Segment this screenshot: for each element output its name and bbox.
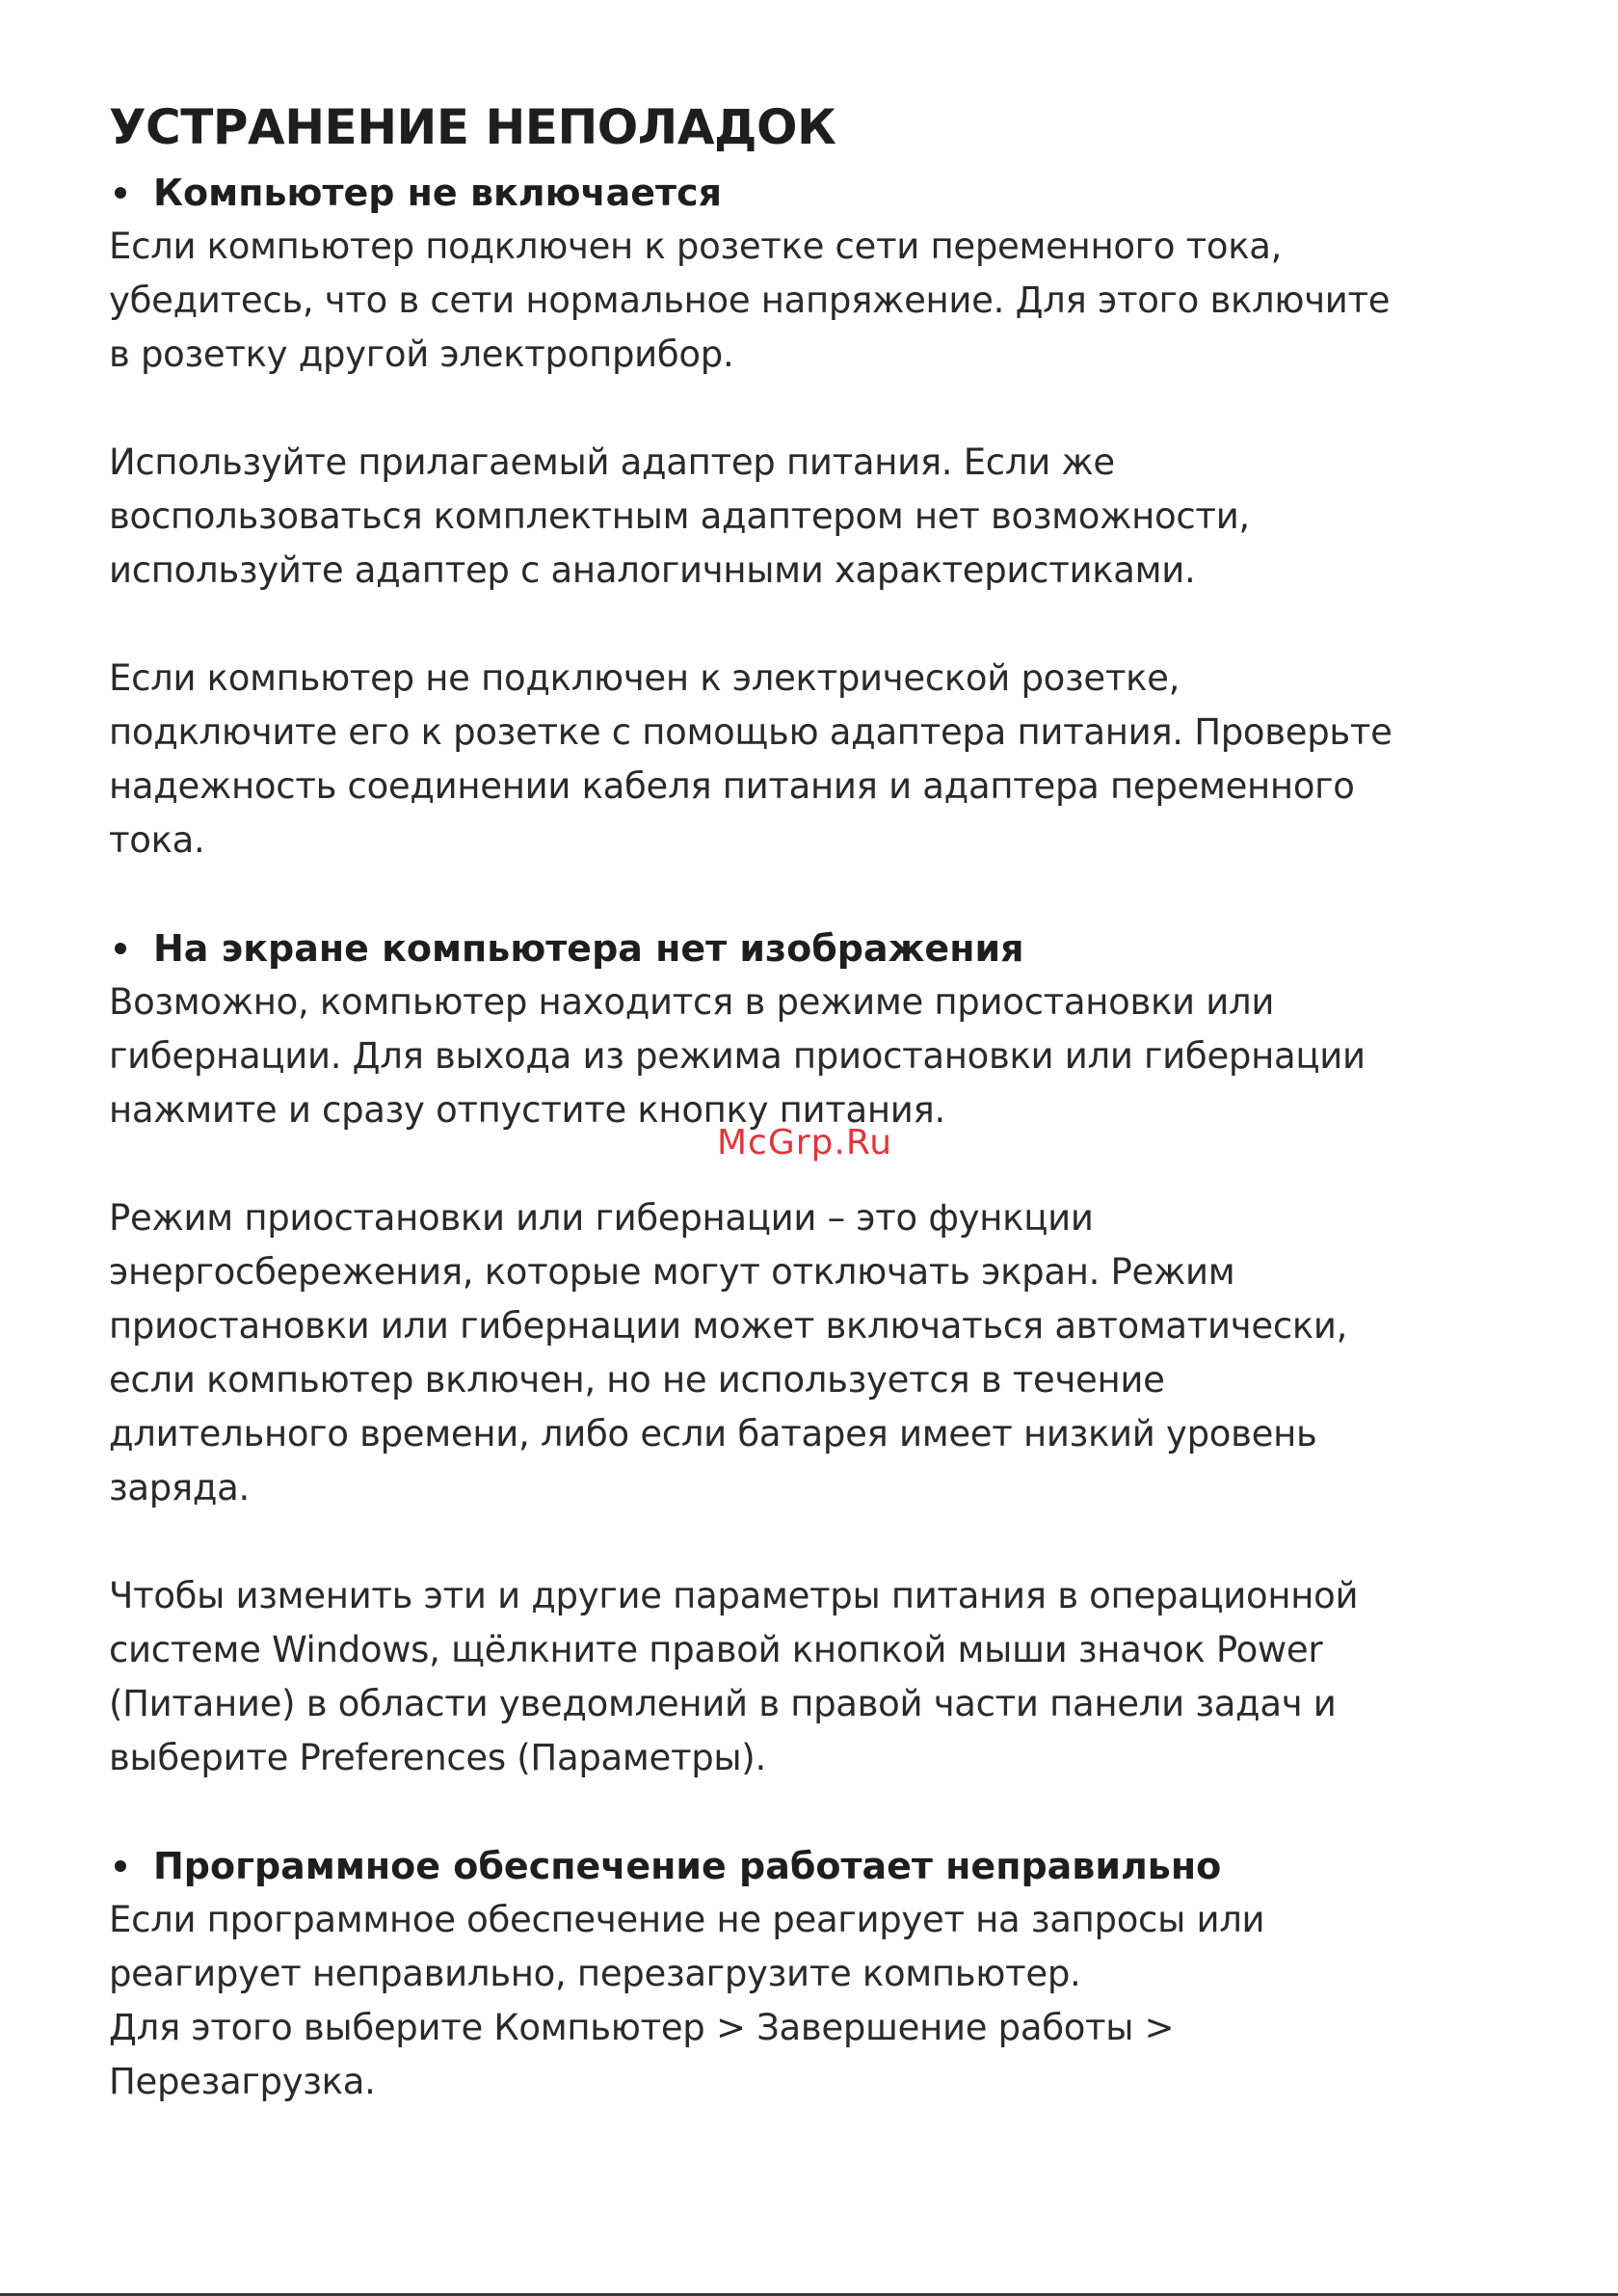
- section-software-malfunction: [109, 1839, 1535, 2109]
- paragraph: [109, 652, 1535, 868]
- text-line: Перезагрузка.: [109, 2061, 376, 2102]
- section-heading: [109, 1839, 1535, 1893]
- text-line: убедитесь, что в сети нормальное напряжение. Для этого включите: [109, 280, 1391, 321]
- paragraph: [109, 1569, 1535, 1785]
- watermark: McGrp.Ru: [717, 1123, 893, 1162]
- paragraph: [109, 1893, 1535, 2109]
- paragraph: [109, 1191, 1535, 1515]
- section-heading: [109, 921, 1535, 975]
- text-line: системе Windows, щёлкните правой кнопкой мыши значок Power: [109, 1629, 1323, 1670]
- text-line: если компьютер включен, но не используется в течение: [109, 1359, 1165, 1401]
- text-line: длительного времени, либо если батарея имеет низкий уровень: [109, 1413, 1317, 1455]
- bullet-icon: [115, 1860, 126, 1872]
- text-line: приостановки или гибернации может включаться автоматически,: [109, 1305, 1348, 1347]
- text-line: Если компьютер не подключен к электрической розетке,: [109, 657, 1180, 699]
- section-heading-text: Компьютер не включается: [153, 172, 723, 214]
- text-line: Для этого выберите Компьютер > Завершение работы >: [109, 2007, 1175, 2048]
- text-line: (Питание) в области уведомлений в правой части панели задач и: [109, 1683, 1337, 1724]
- bullet-icon: [115, 187, 126, 199]
- document-page: [109, 96, 1535, 2109]
- text-line: тока.: [109, 819, 205, 861]
- section-heading-text: На экране компьютера нет изображения: [153, 927, 1024, 970]
- text-line: Режим приостановки или гибернации – это функции: [109, 1197, 1094, 1239]
- text-line: подключите его к розетке с помощью адаптера питания. Проверьте: [109, 711, 1393, 753]
- text-line: выберите Preferences (Параметры).: [109, 1737, 766, 1778]
- text-line: в розетку другой электроприбор.: [109, 334, 734, 375]
- paragraph: [109, 975, 1535, 1137]
- text-line: надежность соединении кабеля питания и адаптера переменного: [109, 765, 1355, 807]
- text-line: Если программное обеспечение не реагирует на запросы или: [109, 1899, 1265, 1940]
- text-line: используйте адаптер с аналогичными характеристиками.: [109, 549, 1196, 591]
- text-line: воспользоваться комплектным адаптером нет возможности,: [109, 495, 1250, 537]
- page-title: УСТРАНЕНИЕ НЕПОЛАДОК: [109, 99, 836, 155]
- bullet-icon: [115, 943, 126, 954]
- section-heading: [109, 166, 1535, 220]
- text-line: заряда.: [109, 1467, 251, 1508]
- text-line: Если компьютер подключен к розетке сети переменного тока,: [109, 226, 1283, 267]
- text-line: реагирует неправильно, перезагрузите компьютер.: [109, 1953, 1081, 1994]
- text-line: Используйте прилагаемый адаптер питания. Если же: [109, 441, 1115, 483]
- text-line: гибернации. Для выхода из режима приостановки или гибернации: [109, 1035, 1366, 1077]
- section-heading-text: Программное обеспечение работает неправильно: [153, 1845, 1222, 1887]
- paragraph: [109, 436, 1535, 598]
- section-computer-not-turning-on: [109, 166, 1535, 868]
- section-no-display-image: [109, 921, 1535, 1785]
- paragraph: [109, 220, 1535, 382]
- text-line: нажмите и сразу отпустите кнопку питания.: [109, 1089, 945, 1131]
- text-line: Чтобы изменить эти и другие параметры питания в операционной: [109, 1575, 1359, 1616]
- text-line: энергосбережения, которые могут отключать экран. Режим: [109, 1251, 1235, 1293]
- text-line: Возможно, компьютер находится в режиме приостановки или: [109, 981, 1275, 1023]
